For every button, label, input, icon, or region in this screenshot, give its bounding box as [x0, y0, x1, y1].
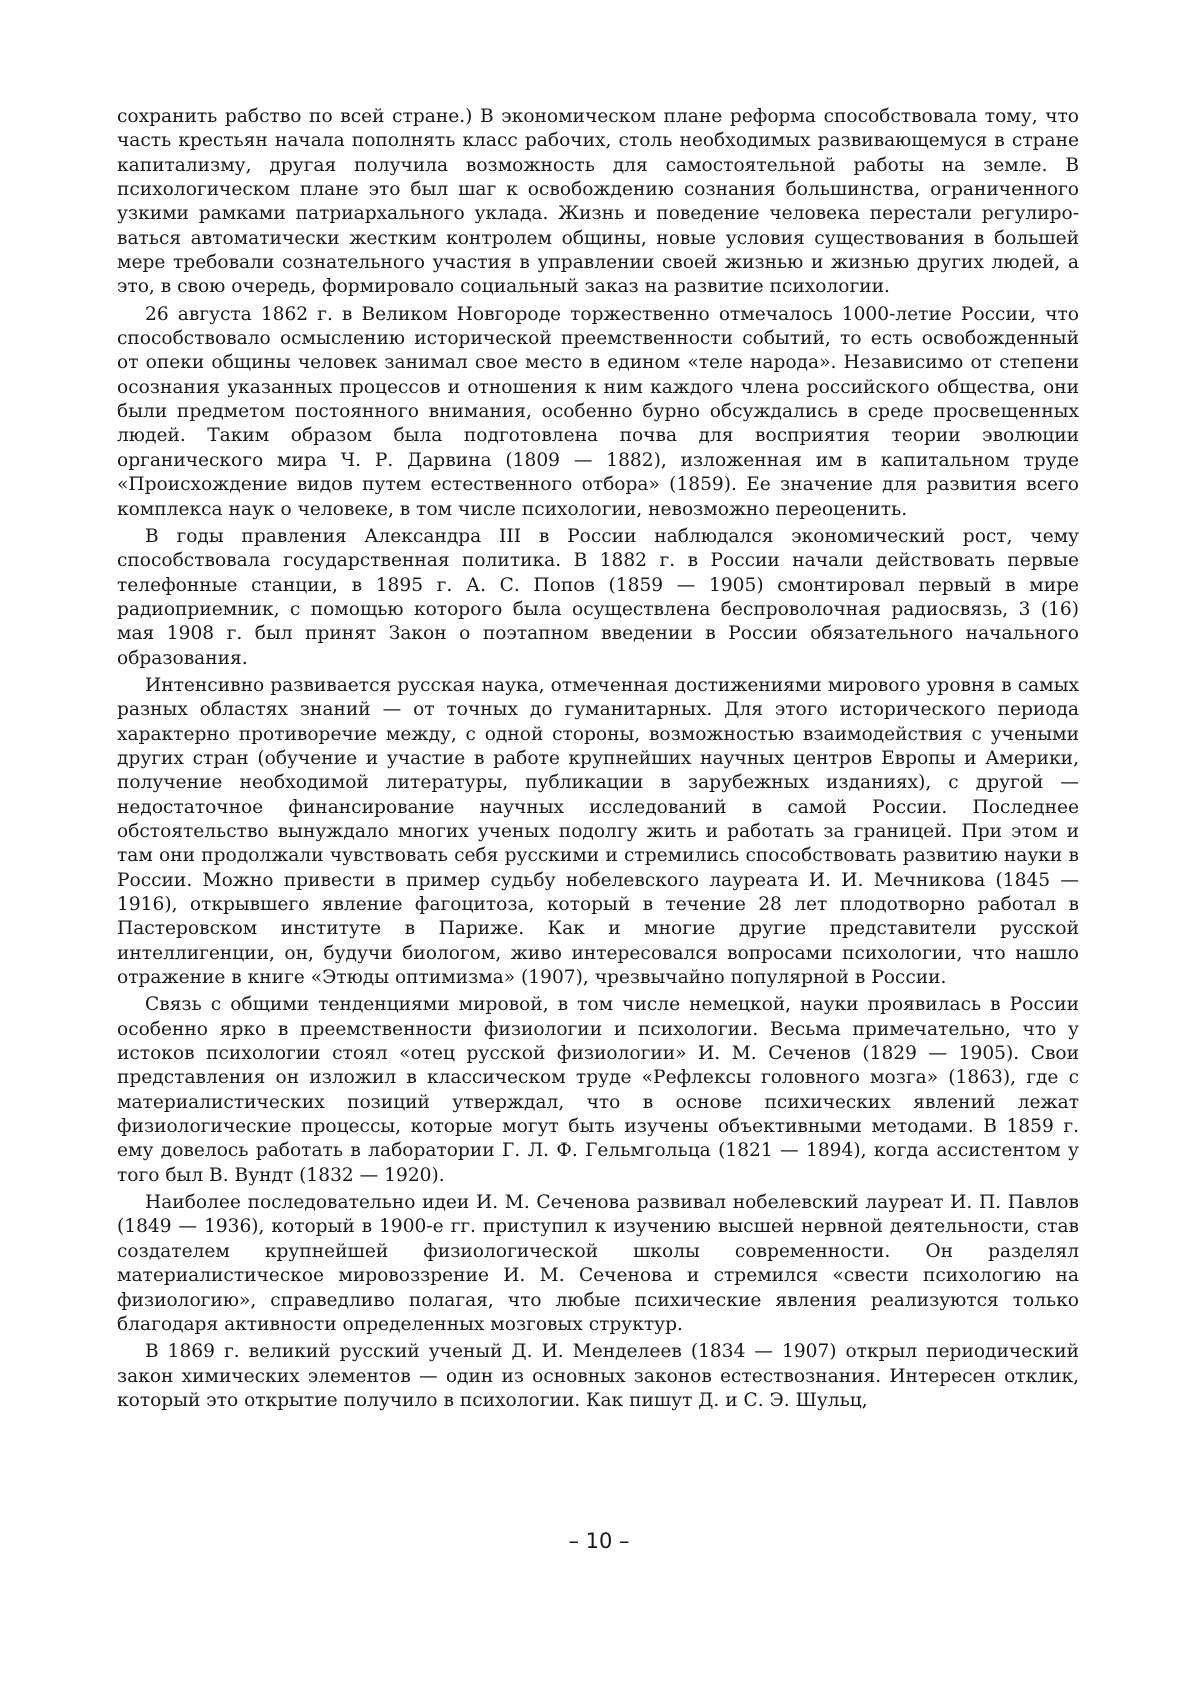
paragraph-1: сохранить рабство по всей стране.) В экономическом плане реформа способствовала тому, что часть крестьян начала пополнять класс рабочих, столь необходимых развивающемуся в стране капитализму, другая получила возможность для самостоятельной работы на земле. В психологическом плане это был шаг к освобождению сознания большинства, ограниченного узкими рамками патриархального уклада. Жизнь и поведение человека перестали регулироваться автоматически жестким контролем общины, новые условия существования в большей мере требовали сознательного участия в управлении своей жизнью и жизнью других людей, а это, в свою очередь, формировало социальный заказ на развитие психологии.	[117, 106, 1079, 298]
page-number: – 10 –	[568, 1529, 630, 1553]
body-text	[117, 105, 1079, 1416]
paragraph-3: В годы правления Александра III в России наблюдался экономический рост, чему способствовала государственная политика. В 1882 г. в России начали действовать первые телефонные станции, в 1895 г. А. С. Попов (1859 — 1905) смонтировал первый в мире радиоприемник, с помощью которого была осуществлена беспроволочная радиосвязь, 3 (16) мая 1908 г. был принят Закон о поэтапном введении в России обязательного начального образования.	[117, 525, 1079, 669]
paragraph-7: В 1869 г. великий русский ученый Д. И. Менделеев (1834 — 1907) открыл периодический закон химических элементов — один из основных законов естествознания. Интересен отклик, который это открытие получило в психологии. Как пишут Д. и С. Э. Шульц,	[117, 1341, 1079, 1411]
paragraph-6: Наиболее последовательно идеи И. М. Сеченова развивал нобелевский лауреат И. П. Павлов (1849 — 1936), который в 1900-е гг. приступил к изучению высшей нервной деятельности, став создателем крупнейшей физиологической школы современности. Он разделял материалистическое мировоззрение И. М. Сеченова и стремился «свести психологию на физиологию», справедливо полагая, что любые психические явления реализуются только благодаря активности определенных мозговых структур.	[117, 1192, 1079, 1335]
paragraph-4: Интенсивно развивается русская наука, отмеченная достижениями мирового уровня в самых разных областях знаний — от точных до гуманитарных. Для этого исторического периода характерно противоречие между, с одной стороны, возможностью взаимодействия с учеными других стран (обучение и участие в работе крупнейших научных центров Европы и Америки, получение необходимой литературы, публикации в зарубежных изданиях), с другой — недостаточное финансирование научных исследований в самой России. Последнее обстоятельство вынуждало многих ученых подолгу жить и работать за границей. При этом и там они продолжали чувствовать себя русскими и стремились способствовать развитию науки в России. Можно привести в пример судьбу нобелевского лауреата И. И. Мечникова (1845 — 1916), открывшего явление фагоцитоза, который в течение 28 лет плодотворно работал в Пастеровском институте в Париже. Как и многие другие представители русской интеллигенции, он, будучи биологом, живо интересовался вопросами психологии, что нашло отражение в книге «Этюды оптимизма» (1907), чрезвычайно популярной в России.	[117, 674, 1079, 989]
paragraph-5: Связь с общими тенденциями мировой, в том числе немецкой, науки проявилась в России особенно ярко в преемственности физиологии и психологии. Весьма примечательно, что у истоков психологии стоял «отец русской физиологии» И. М. Сеченов (1829 — 1905). Свои представления он изложил в классическом труде «Рефлексы головного мозга» (1863), где с материалистических позиций утверждал, что в основе психических явлений лежат физиологические процессы, которые могут быть изучены объективными методами. В 1859 г. ему довелось работать в лаборатории Г. Л. Ф. Гельмгольца (1821 — 1894), когда ассистентом у того был В. Вундт (1832 — 1920).	[117, 994, 1079, 1186]
paragraph-2: 26 августа 1862 г. в Великом Новгороде торжественно отмечалось 1000-летие России, что способствовало осмыслению исторической преемственности событий, то есть освобожденный от опеки общины человек занимал свое место в едином «теле народа». Независимо от степени осознания указанных процессов и отношения к ним каждого члена российского общества, они были предметом постоянного внимания, особенно бурно обсуждались в среде просвещенных людей. Таким образом была подготовлена почва для восприятия теории эволюции органического мира Ч. Р. Дарвина (1809 — 1882), изложенная им в капитальном труде «Происхождение видов путем естественного отбора» (1859). Ее значение для развития всего комплекса наук о человеке, в том числе психологии, невозможно переоценить.	[117, 303, 1079, 520]
